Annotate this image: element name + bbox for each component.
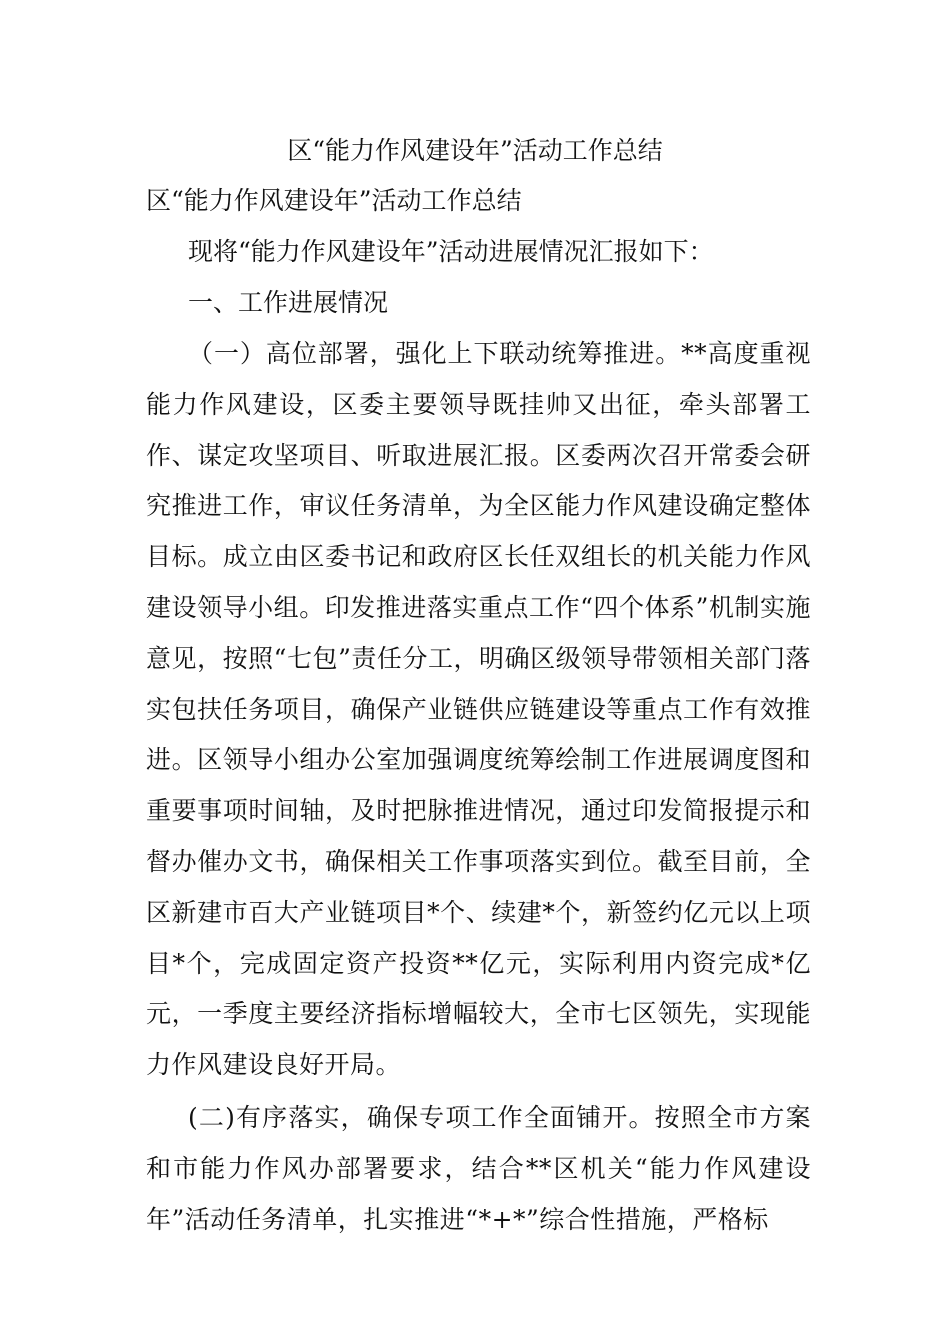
document-subtitle: 区“能力作风建设年”活动工作总结: [146, 186, 522, 215]
document-title: 区“能力作风建设年”活动工作总结: [287, 136, 663, 165]
body-paragraph: （一）高位部署，强化上下联动统筹推进。**高度重视能力作风建设，区委主要领导既挂帅又出征，牵头部署工作、谋定攻坚项目、听取进展汇报。区委两次召开常委会研究推进工作，审议任务清单，为全区能力作风建设确定整体目标。成立由区委书记和政府区长任双组长的机关能力作风建设领导小组。印发推进落实重点工作“四个体系”机制实施意见，按照“七包”责任分工，明确区级领导带领相关部门落实包扶任务项目，确保产业链供应链建设等重点工作有效推进。区领导小组办公室加强调度统筹绘制工作进展调度图和重要事项时间轴，及时把脉推进情况，通过印发简报提示和督办催办文书，确保相关工作事项落实到位。截至目前，全区新建市百大产业链项目*个、续建*个，新签约亿元以上项目*个，完成固定资产投资**亿元，实际利用内资完成*亿元，一季度主要经济指标增幅较大，全市七区领先，实现能力作风建设良好开局。: [146, 339, 811, 1080]
section-heading: 一、工作进展情况: [188, 288, 389, 317]
body-paragraph: (二)有序落实，确保专项工作全面铺开。按照全市方案和市能力作风办部署要求，结合**区机关“能力作风建设年”活动任务清单，扎实推进“*+*”综合性措施，严格标: [146, 1103, 811, 1234]
intro-paragraph: 现将“能力作风建设年”活动进展情况汇报如下：: [188, 237, 714, 266]
